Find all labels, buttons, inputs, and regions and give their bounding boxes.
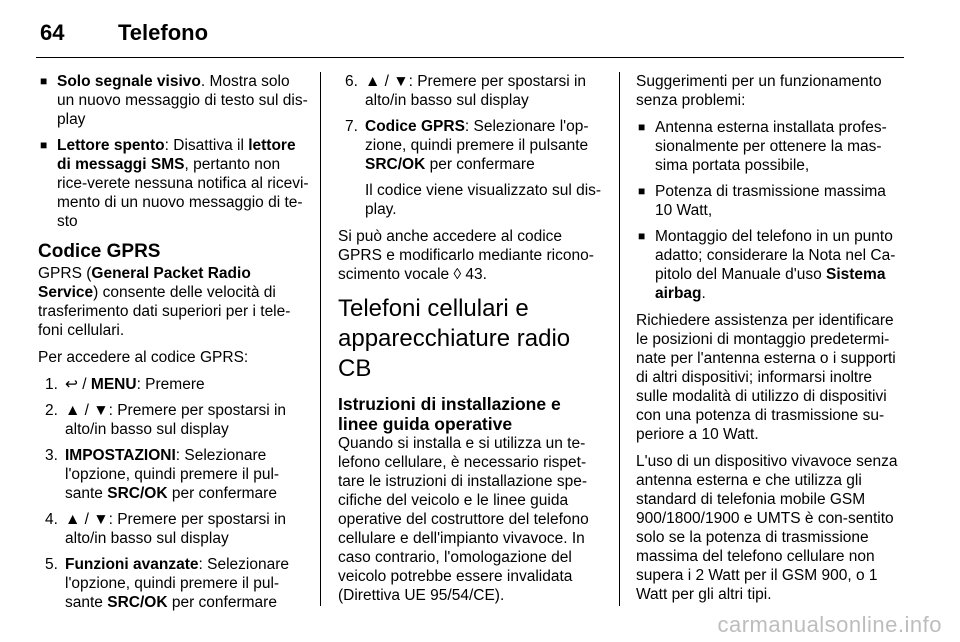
access-intro: Per accedere al codice GPRS: bbox=[38, 349, 249, 366]
column-2 bbox=[338, 72, 604, 613]
list-item: 6. ▲ / ▼: Premere per spostarsi in alto/in basso sul display bbox=[345, 73, 587, 109]
list-item: 5. Funzioni avanzate: Selezionare l'opzione, quindi premere il pul-sante SRC/OK per confermare bbox=[45, 556, 289, 611]
list-item: 2. ▲ / ▼: Premere per spostarsi in alto/in basso sul display bbox=[45, 402, 287, 438]
handsfree-paragraph: L'uso di un dispositivo vivavoce senza antenna esterna e che utilizza gli standard di telefonia mobile GSM 900/1800/1900 e UMTS è con-sentito solo se la potenza di trasmissione massima del telefono cellulare non supera i 2 Watt per il GSM 900, o 1 Watt per gli altri tipi. bbox=[636, 453, 898, 603]
installation-body: Quando si installa e si utilizza un te-lefono cellulare, è necessario rispet-tare le istruzioni di installazione spe-cifiche del veicolo e le linee guida operative del costruttore del telefono cellulare e dell'impianto vivavoce. In caso contrario, l'omologazione del veicolo potrebbe essere invalidata (Direttiva UE 95/54/CE). bbox=[338, 435, 589, 604]
column-divider-2 bbox=[619, 72, 620, 606]
list-item: 4. ▲ / ▼: Premere per spostarsi in alto/in basso sul display bbox=[45, 511, 287, 547]
column-1 bbox=[38, 72, 310, 620]
list-item: ■ Lettore spento: Disattiva il lettore di messaggi SMS, pertanto non rice-verete nessuna notifica al ricevi-mento di un nuovo messaggio di te-sto bbox=[38, 136, 310, 231]
page-header bbox=[36, 14, 916, 54]
sub-heading: Istruzioni di installazione e linee guida operative bbox=[338, 394, 561, 434]
page-number: 64 bbox=[40, 20, 65, 45]
gprs-intro: GPRS (General Packet Radio Service) consente delle velocità di trasferimento dati superiori per i tele-foni cellulari. bbox=[38, 265, 291, 339]
column-divider-1 bbox=[320, 72, 321, 606]
watermark: carmanualsonline.info bbox=[717, 612, 942, 637]
column-3 bbox=[636, 72, 904, 612]
gprs-steps-list-continued bbox=[338, 72, 604, 219]
tips-list bbox=[636, 118, 904, 303]
gprs-heading: Codice GPRS bbox=[38, 241, 161, 262]
page-reference-icon: ◊ bbox=[453, 266, 462, 283]
list-item: ■ Montaggio del telefono in un punto adatto; considerare la Nota nel Ca-pitolo del Manuale d'uso Sistema airbag. bbox=[636, 227, 904, 303]
list-item: ■ Potenza di trasmissione massima 10 Watt, bbox=[636, 182, 904, 220]
notification-options-list bbox=[38, 72, 310, 231]
list-item: ■ Antenna esterna installata profes-sionalmente per ottenere la mas-sima portata possibile, bbox=[636, 118, 904, 175]
page-title: Telefono bbox=[118, 20, 209, 45]
step-note: Il codice viene visualizzato sul dis-play. bbox=[365, 182, 602, 218]
list-item: 3. IMPOSTAZIONI: Selezionare l'opzione, quindi premere il pul-sante SRC/OK per confermare bbox=[45, 447, 280, 502]
list-item: ■ Solo segnale visivo. Mostra solo un nuovo messaggio di testo sul dis-play bbox=[38, 72, 310, 129]
assistance-paragraph: Richiedere assistenza per identificare le posizioni di montaggio predetermi-nate per l'antenna esterna o i supporti di altri dispositivi; informarsi inoltre sulle modalità di utilizzo di dispositivi con una potenza di trasmissione su-periore a 10 Watt. bbox=[636, 312, 896, 443]
list-item: 7. Codice GPRS: Selezionare l'op-zione, quindi premere il pulsante SRC/OK per confermare Il codice viene visualizzato sul dis-play. bbox=[338, 117, 604, 219]
header-rule bbox=[36, 57, 904, 58]
section-title: Telefoni cellulari e apparecchiature radio CB bbox=[338, 295, 571, 382]
voice-note: Si può anche accedere al codice GPRS e modificarlo mediante ricono-scimento vocale ◊ 43. bbox=[338, 228, 594, 283]
list-item: 1. ↩ / MENU: Premere bbox=[45, 376, 205, 393]
tips-intro: Suggerimenti per un funzionamento senza problemi: bbox=[636, 73, 882, 109]
phone-hook-icon: ↩ bbox=[65, 376, 78, 393]
gprs-steps-list bbox=[38, 375, 310, 612]
